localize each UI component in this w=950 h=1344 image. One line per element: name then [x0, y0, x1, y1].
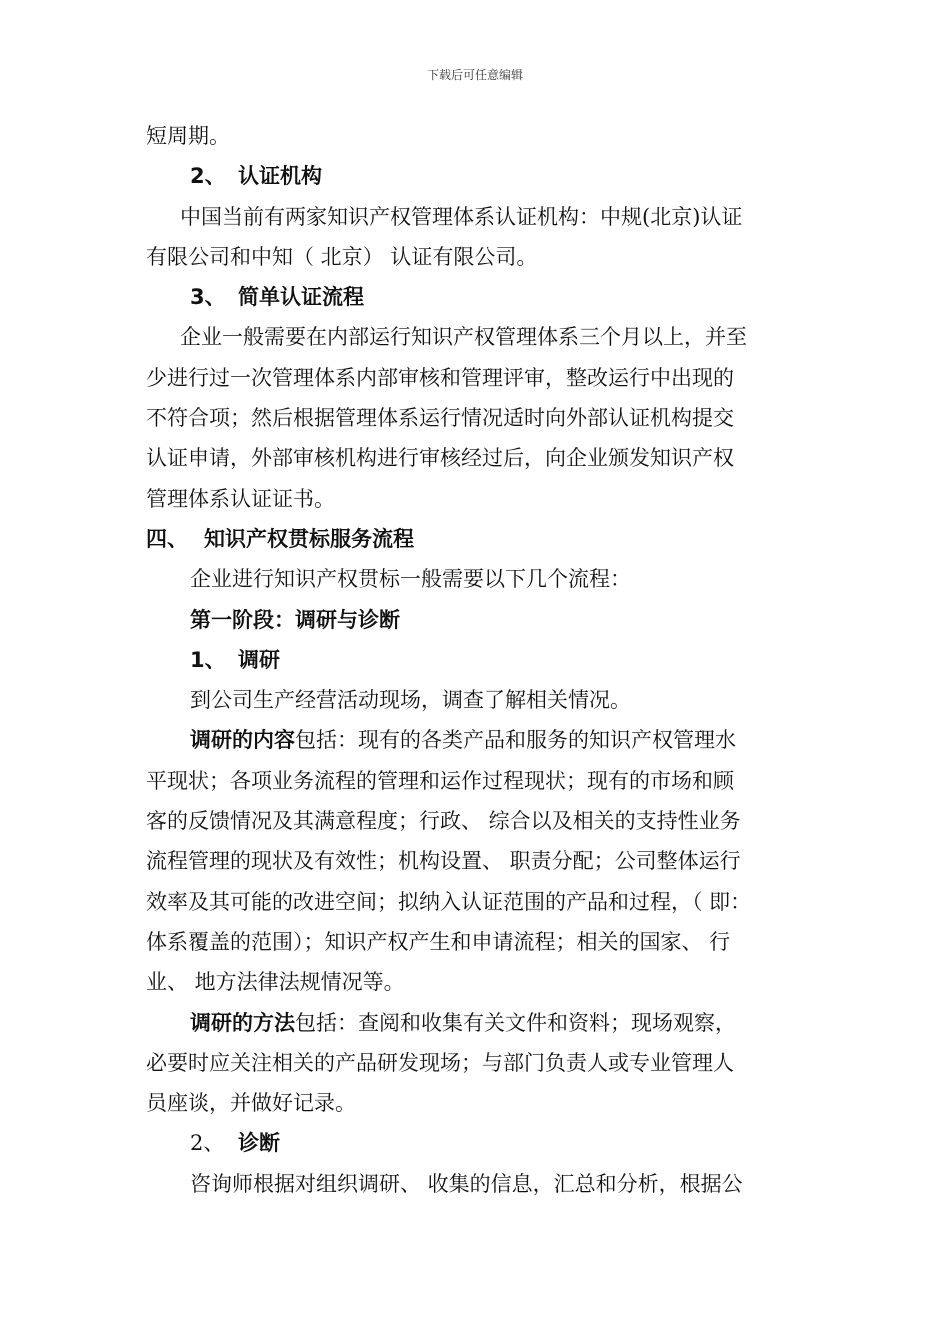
heading-number: 1、 — [190, 647, 226, 672]
heading-title: 简单认证流程 — [238, 285, 364, 310]
paragraph-diagnose: 咨询师根据对组织调研、 收集的信息，汇总和分析，根据公 — [190, 1171, 743, 1196]
research-content-label: 调研的内容 — [190, 728, 295, 753]
heading-title: 知识产权贯标服务流程 — [204, 526, 414, 551]
paragraph-certification-flow: 企业一般需要在内部运行知识产权管理体系三个月以上，并至 少进行过一次管理体系内部审核和管理评审，整改运行中出现的 不符合项；然后根据管理体系运行情况适时向外部认证机构提交 认证申请，外部审核机构进行审核经过后，向企业颁发知识产权 管理体系认证证书。 — [146, 325, 747, 511]
heading-number: 3、 — [190, 285, 226, 310]
paragraph-certification-bodies: 中国当前有两家知识产权管理体系认证机构：中规(北京)认证 有限公司和中知（ 北京） 认证有限公司。 — [146, 204, 743, 269]
heading-certification-bodies — [146, 156, 806, 196]
heading-simple-certification-flow — [146, 277, 806, 317]
paragraph-research-method: 调研的方法包括：查阅和收集有关文件和资料；现场观察， 必要时应关注相关的产品研发现场；与部门负责人或专业管理人 员座谈，并做好记录。 — [146, 1010, 736, 1116]
heading-research — [146, 640, 806, 680]
page-header-note: 下载后可任意编辑 — [426, 68, 523, 82]
paragraph-section-four-intro: 企业进行知识产权贯标一般需要以下几个流程： — [190, 567, 631, 592]
heading-title: 诊断 — [238, 1131, 280, 1156]
heading-diagnose — [146, 1123, 806, 1163]
heading-number: 四、 — [146, 526, 188, 551]
paragraph-research-intro: 到公司生产经营活动现场，调查了解相关情况。 — [190, 688, 631, 713]
heading-title: 认证机构 — [238, 164, 322, 189]
heading-title: 调研 — [238, 647, 280, 672]
document-body — [146, 116, 806, 1204]
heading-section-four — [146, 519, 806, 559]
paragraph-research-content: 调研的内容包括：现有的各类产品和服务的知识产权管理水 平现状；各项业务流程的管理和运作过程现状；现有的市场和顾 客的反馈情况及其满意程度；行政、 综合以及相关的支持性业务 流程管理的现状及有效性；机构设置、 职责分配；公司整体运行 效率及其可能的改进空间；拟纳入认证范围的产品和过程，（ 即： 体系覆盖的范围）；知识产权产生和申请流程；相关的国家、 行 业、 地方法律法规情况等。 — [146, 728, 752, 995]
research-method-label: 调研的方法 — [190, 1010, 295, 1035]
heading-stage-one: 第一阶段：调研与诊断 — [190, 607, 400, 632]
heading-number: 2、 — [190, 164, 226, 189]
paragraph-continuation: 短周期。 — [146, 124, 230, 148]
heading-number: 2、 — [190, 1131, 225, 1156]
